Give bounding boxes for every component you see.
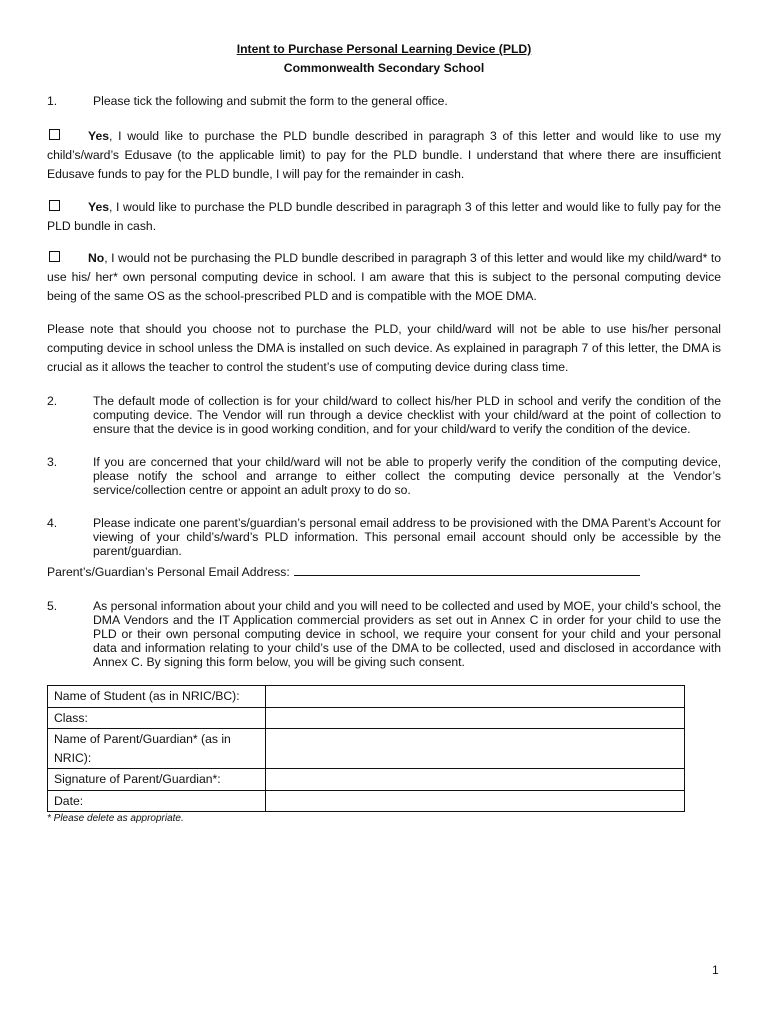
table-row <box>48 729 685 769</box>
student-info-table <box>47 685 685 812</box>
field-date[interactable] <box>266 790 685 812</box>
note-paragraph: Please note that should you choose not to purchase the PLD, your child/ward will not be able to use his/her personal computing device in school unless the DMA is installed on such device. As explained in paragraph 7 of this letter, the DMA is crucial as it allows the teacher to control the student’s use of computing device during class time. <box>47 321 721 375</box>
item-3-text: If you are concerned that your child/ward will not be able to properly verify the condition of the computing device, please notify the school and arrange to either collect the computing device personally at the Vendor’s service/collection centre or appoint an adult proxy to do so. <box>93 455 721 498</box>
field-signature[interactable] <box>266 769 685 791</box>
field-class[interactable] <box>266 707 685 729</box>
item-3-number: 3. <box>47 455 58 470</box>
checkbox-no[interactable] <box>49 251 60 262</box>
table-row <box>48 769 685 791</box>
option-yes-cash-text: , I would like to purchase the PLD bundle described in paragraph 3 of this letter and would like to fully pay for the PLD bundle in cash. <box>47 199 721 233</box>
footnote: * Please delete as appropriate. <box>47 813 184 825</box>
item-4 <box>47 516 721 558</box>
row-label-date: Date: <box>48 790 266 812</box>
option-no-text: , I would not be purchasing the PLD bundle described in paragraph 3 of this letter and would like my child/ward* to use his/ her* own personal computing device in school. I am aware that this is subject to the personal computing device being of the same OS as the school-prescribed PLD and is compatible with the MOE DMA. <box>47 251 721 304</box>
checkbox-yes-cash[interactable] <box>49 200 60 211</box>
field-parent-name[interactable] <box>266 729 685 769</box>
field-student-name[interactable] <box>266 686 685 708</box>
row-label-class: Class: <box>48 707 266 729</box>
option-no <box>47 249 721 307</box>
document-page <box>47 40 721 825</box>
item-1-number: 1. <box>47 94 58 108</box>
row-label-signature: Signature of Parent/Guardian*: <box>48 769 266 791</box>
row-label-student-name: Name of Student (as in NRIC/BC): <box>48 686 266 708</box>
item-4-text: Please indicate one parent’s/guardian’s personal email address to be provisioned with the DMA Parent’s Account for viewing of your child’s/ward’s PLD information. This personal email account should only be accessible by the parent/guardian. <box>93 516 721 559</box>
item-5 <box>47 599 721 669</box>
email-input-line[interactable] <box>294 563 640 576</box>
item-5-number: 5. <box>47 599 58 614</box>
option-yes-edusave <box>47 127 721 185</box>
item-5-text: As personal information about your child and you will need to be collected and used by MOE, your child’s school, the DMA Vendors and the IT Application commercial providers as set out in Annex C in order for your child to use the PLD or their own personal computing device in school, we require your consent for your child and your personal data and information relating to your child’s use of the DMA to be collected, used and disclosed in accordance with Annex C. By signing this form below, you will be giving such consent. <box>93 599 721 670</box>
option-yes-cash-bold: Yes <box>88 199 110 214</box>
title-line-2: Commonwealth Secondary School <box>283 61 485 75</box>
option-yes-edusave-text: , I would like to purchase the PLD bundle described in paragraph 3 of this letter and would like to use my child’s/ward’s Edusave (to the applicable limit) to pay for the PLD bundle. I understand that where there are insufficient Edusave funds to pay for the PLD bundle, I will pay for the remainder in cash. <box>47 129 721 182</box>
table-row <box>48 686 685 708</box>
row-label-parent-name: Name of Parent/Guardian* (as in NRIC): <box>48 729 266 769</box>
option-yes-cash <box>47 198 721 236</box>
document-title <box>47 40 721 78</box>
item-4-number: 4. <box>47 516 58 531</box>
option-no-bold: No <box>88 251 105 266</box>
table-row <box>48 707 685 729</box>
email-row <box>47 563 721 582</box>
item-1 <box>47 94 721 108</box>
item-3 <box>47 455 721 497</box>
item-2 <box>47 394 721 436</box>
table-row <box>48 790 685 812</box>
option-yes-edusave-bold: Yes <box>88 129 110 143</box>
item-1-text: Please tick the following and submit the form to the general office. <box>93 94 448 108</box>
page-number: 1 <box>712 963 719 977</box>
item-2-text: The default mode of collection is for your child/ward to collect his/her PLD in school and verify the condition of the computing device. The Vendor will run through a device checklist with your child/ward at the point of collection to ensure that the device is in good working condition, and for your child/ward to verify the condition of the device. <box>93 394 721 437</box>
title-line-1: Intent to Purchase Personal Learning Device (PLD) <box>236 42 532 56</box>
email-label: Parent’s/Guardian’s Personal Email Address: <box>47 565 290 580</box>
item-2-number: 2. <box>47 394 58 409</box>
checkbox-yes-edusave[interactable] <box>49 129 60 140</box>
